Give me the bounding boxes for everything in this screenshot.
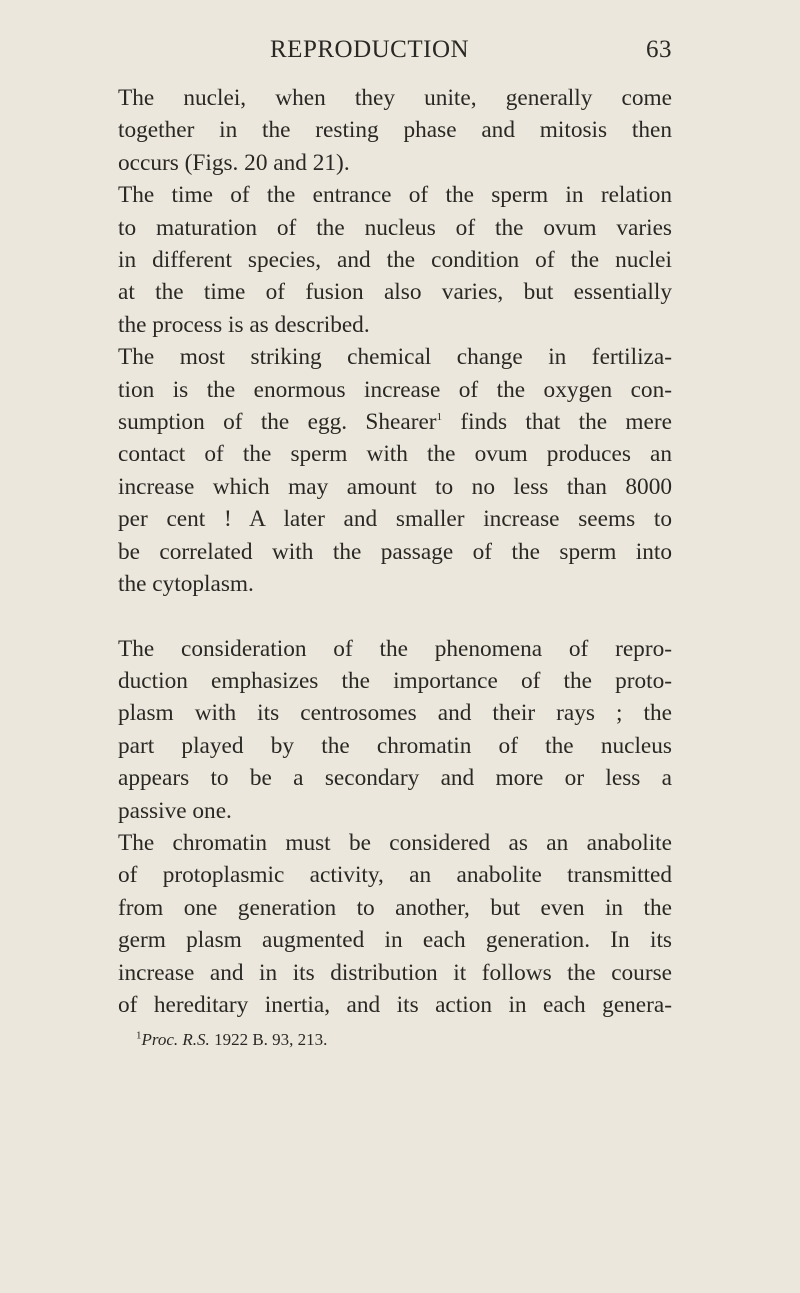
text-fragment: sumption of the egg. Shearer	[118, 409, 437, 436]
footnote-reference: 1922 B. 93, 213.	[209, 1030, 328, 1050]
footnote-marker[interactable]: 1	[436, 411, 443, 424]
text-line: in different species, and the condition of the nuclei	[118, 247, 672, 274]
text-line: germ plasm augmented in each generation. In its	[118, 927, 672, 954]
text-line: tion is the enormous increase of the oxygen con-	[118, 376, 672, 403]
text-line: plasm with its centrosomes and their rays ; the	[118, 700, 672, 727]
footnote	[136, 1029, 672, 1051]
page-number: 63	[646, 36, 672, 63]
text-line: be correlated with the passage of the sperm into	[118, 538, 672, 565]
text-line: at the time of fusion also varies, but essentially	[118, 279, 672, 306]
text-line: increase and in its distribution it follows the course	[118, 959, 672, 986]
text-line: together in the resting phase and mitosis then	[118, 117, 672, 144]
paragraph-chemical-change	[118, 341, 672, 600]
text-line: The chromatin must be considered as an anabolite	[118, 829, 672, 856]
text-line: contact of the sperm with the ovum produces an	[118, 441, 672, 468]
text-line: occurs (Figs. 20 and 21).	[118, 149, 350, 176]
text-line: part played by the chromatin of the nucleus	[118, 732, 672, 759]
text-line: to maturation of the nucleus of the ovum varies	[118, 214, 672, 241]
text-line: The nuclei, when they unite, generally come	[118, 85, 672, 111]
section-break	[118, 601, 672, 633]
footnote-source: Proc. R.S.	[141, 1030, 210, 1050]
text-line: appears to be a secondary and more or less a	[118, 765, 672, 792]
paragraph-nuclei-unite	[118, 82, 672, 179]
running-head: REPRODUCTION	[270, 36, 470, 63]
text-line: increase which may amount to no less than 8000	[118, 473, 672, 500]
text-line: The consideration of the phenomena of repro-	[118, 635, 672, 662]
text-line: The time of the entrance of the sperm in relation	[118, 182, 672, 209]
text-fragment: finds that the mere	[442, 409, 672, 436]
book-page	[118, 36, 672, 1051]
footnote-number: 1	[136, 1029, 142, 1042]
paragraph-sperm-entrance	[118, 179, 672, 341]
text-line: from one generation to another, but even in the	[118, 894, 672, 921]
paragraph-chromatin	[118, 827, 672, 1021]
text-line: per cent ! A later and smaller increase seems to	[118, 506, 672, 533]
text-line: passive one.	[118, 797, 232, 824]
text-line: the process is as described.	[118, 311, 370, 338]
text-line: The most striking chemical change in fertiliza-	[118, 344, 672, 371]
text-line: of protoplasmic activity, an anabolite transmitted	[118, 862, 672, 889]
text-line: the cytoplasm.	[118, 571, 254, 598]
text-line-with-footnote	[118, 406, 672, 438]
text-line: of hereditary inertia, and its action in each genera-	[118, 991, 672, 1018]
text-line: duction emphasizes the importance of the proto-	[118, 667, 672, 694]
paragraph-consideration	[118, 633, 672, 827]
page-header	[118, 36, 672, 76]
